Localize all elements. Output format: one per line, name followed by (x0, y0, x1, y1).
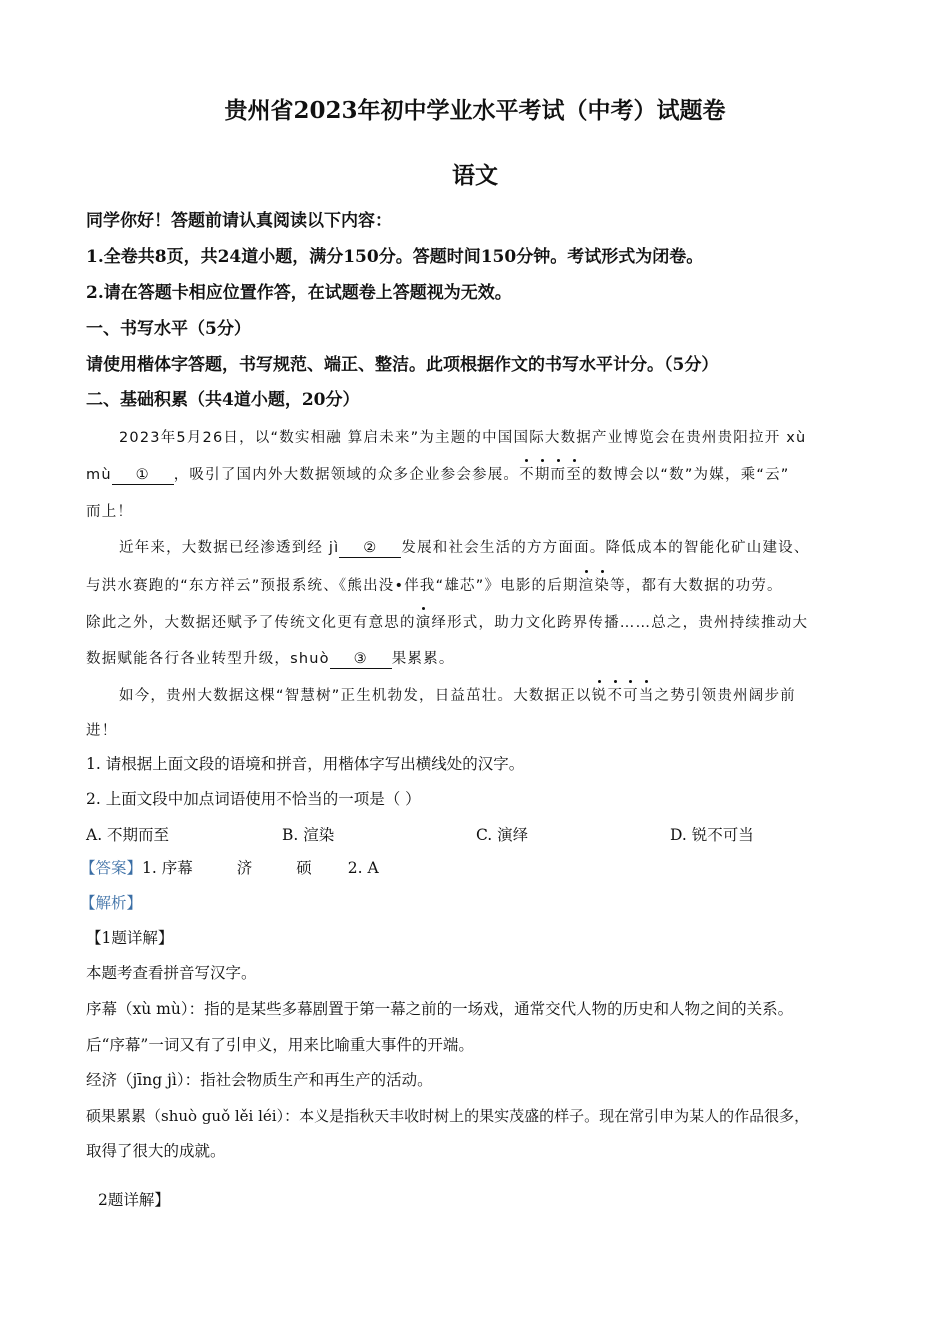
answer-2: 济 (236, 859, 253, 877)
dotted-char: 不 (519, 467, 535, 483)
dotted-char: 染 (594, 578, 611, 594)
passage-text: 近年来，大数据已经渗透到经 jì (119, 540, 340, 556)
option-c: C. 演绎 (476, 826, 529, 844)
detail-2-heading: 2题详解】 (98, 1191, 170, 1209)
passage-line (86, 649, 455, 669)
passage-text: 绎形式，助力文化跨界传播……总之，贵州持续推动大 (431, 615, 809, 631)
subject-title: 语文 (452, 162, 498, 189)
passage-text: 与洪水赛跑的“东方祥云”预报系统、《熊出没•伴我“雄芯”》电影的后期 (86, 578, 579, 594)
analysis-tag: 【解析】 (80, 894, 143, 912)
passage-line (86, 613, 808, 633)
option-d: D. 锐不可当 (670, 826, 754, 844)
passage-line: 2023年5月26日，以“数实相融 算启未来”为主题的中国国际大数据产业博览会在贵州贵阳拉开 xù (119, 430, 807, 446)
blank-1: ① (112, 466, 174, 485)
analysis-line: 经济（jīng jì）：指社会物质生产和再生产的活动。 (86, 1071, 433, 1089)
dotted-char: 至 (566, 467, 582, 483)
passage-text: 发展和社会生活的方方面面。降低成本的智能化矿山建设、 (401, 540, 810, 556)
question-2: 2. 上面文段中加点词语使用不恰当的一项是（ ） (86, 790, 421, 808)
dotted-char: 演 (415, 615, 432, 631)
answer-line (80, 858, 379, 878)
analysis-line: 硕果累累（shuò guǒ lěi léi）：本义是指秋天丰收时树上的果实茂盛的样子。现在常引申为某人的作品很多， (86, 1107, 810, 1125)
answer-1: 1. 序幕 (142, 859, 193, 877)
part1-text: 请使用楷体字答题，书写规范、端正、整洁。此项根据作文的书写水平计分。（5分） (86, 355, 719, 375)
dotted-char: 可 (623, 688, 639, 704)
passage-text: ，吸引了国内外大数据领域的众多企业参会参展。 (173, 467, 520, 483)
analysis-line: 取得了很大的成就。 (86, 1142, 226, 1160)
answer-4: 2. A (347, 859, 379, 877)
exam-title: 贵州省2023年初中学业水平考试（中考）试题卷 (224, 97, 726, 124)
passage-text: 如今，贵州大数据这棵“智慧树”正生机勃发，日益茁壮。大数据正以 (119, 688, 592, 704)
passage-text: 等，都有大数据的功劳。 (610, 578, 783, 594)
blank-3: ③ (330, 650, 392, 669)
blank-2: ② (339, 539, 401, 558)
dotted-char: 而 (550, 467, 567, 483)
option-b: B. 渲染 (282, 826, 335, 844)
passage-line (86, 576, 783, 596)
analysis-line: 序幕（xù mù）：指的是某些多幕剧置于第一幕之前的一场戏，通常交代人物的历史和人物之间的关系。 (86, 1000, 794, 1018)
answer-tag: 【答案】 (80, 859, 143, 877)
intro-rule-2: 2.请在答题卡相应位置作答，在试题卷上答题视为无效。 (86, 283, 512, 303)
dotted-char: 不 (607, 688, 624, 704)
option-a: A. 不期而至 (86, 826, 170, 844)
intro-rule-1: 1.全卷共8页，共24道小题，满分150分。答题时间150分钟。考试形式为闭卷。 (86, 247, 704, 267)
passage-text: 果累累。 (391, 651, 455, 667)
passage-line (119, 538, 810, 558)
dotted-char: 当 (638, 688, 655, 704)
analysis-line: 后“序幕”一词又有了引申义，用来比喻重大事件的开端。 (86, 1036, 474, 1054)
passage-text: 之势引领贵州阔步前 (654, 688, 796, 704)
passage-line (119, 686, 796, 706)
passage-line: 进！ (86, 723, 118, 739)
dotted-char: 锐 (591, 688, 608, 704)
question-1: 1. 请根据上面文段的语境和拼音，用楷体字写出横线处的汉字。 (86, 755, 525, 773)
dotted-char: 期 (534, 467, 551, 483)
dotted-char: 渲 (578, 578, 595, 594)
passage-text: mù (86, 467, 112, 483)
passage-line (86, 465, 789, 485)
passage-text: 数据赋能各行各业转型升级，shuò (86, 651, 330, 667)
detail-1-heading: 【1题详解】 (86, 929, 174, 947)
intro-greeting: 同学你好！答题前请认真阅读以下内容： (86, 211, 392, 231)
answer-3: 硕 (296, 859, 312, 877)
analysis-line: 本题考查看拼音写汉字。 (86, 964, 257, 982)
part2-heading: 二、基础积累（共4道小题，20分） (86, 390, 360, 410)
part1-heading: 一、书写水平（5分） (86, 319, 251, 339)
passage-text: 的数博会以“数”为媒，乘“云” (581, 467, 790, 483)
passage-line: 而上！ (86, 504, 134, 520)
passage-text: 除此之外，大数据还赋予了传统文化更有意思的 (86, 615, 416, 631)
